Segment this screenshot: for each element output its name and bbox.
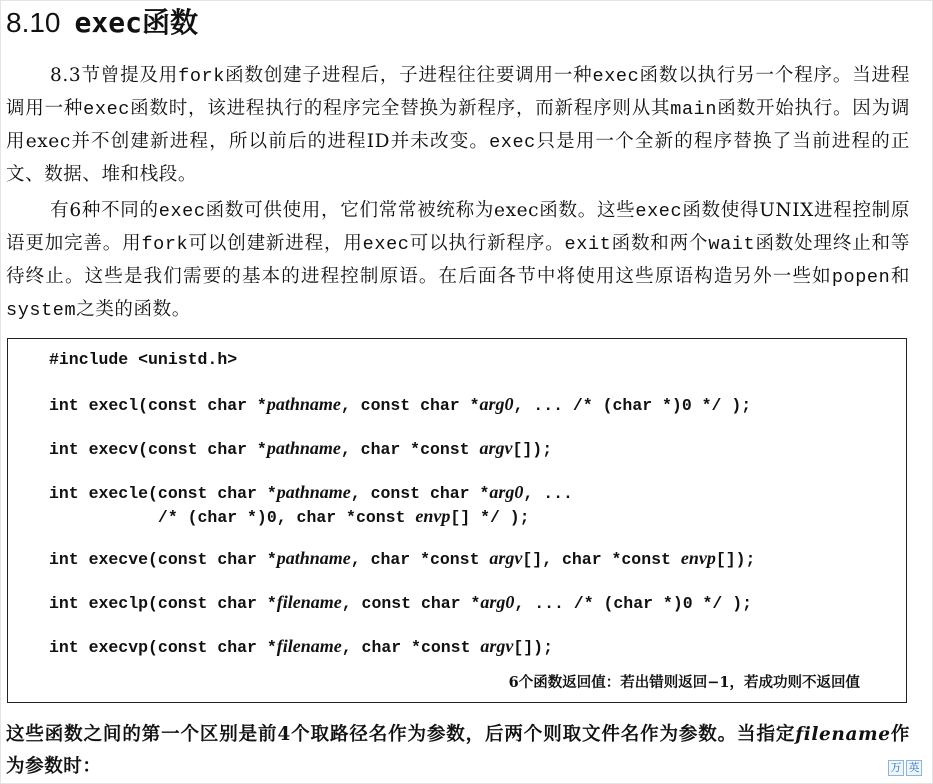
code-exec: exec [489,132,536,153]
section-title-text: 函数 [141,7,198,38]
code-wait: wait [708,234,756,255]
text: 函数可供使用，它们常常被统称为exec函数。这些 [205,200,636,221]
code: , char *const [350,550,490,569]
code-fork: fork [141,234,189,255]
code: , const char * [341,594,481,613]
prototype-execvp [49,635,553,659]
text: 函数时，该进程执行的程序完全替换为新程序，而新程序则从其 [129,98,671,119]
code-main: main [670,99,718,120]
prototype-execv [49,437,552,461]
text: 函数开始执行。因为调用exec并不创建新进程，所以前后的进程ID并未改变。 [6,98,910,152]
text: 这些函数之间的第一个区别是前4个取路径名作为参数，后两个则取文件名作为参数。当指定 [6,724,796,745]
code: , ... /* (char *)0 */ ); [513,396,752,415]
code: , ... /* (char *)0 */ ); [514,594,753,613]
param-argv: argv [480,636,514,656]
prototype-execlp [49,591,752,615]
code-fork: fork [178,66,225,87]
text: 之类的函数。 [76,299,191,320]
text: 函数和两个 [611,233,709,254]
text: 8.3节曾提及用 [50,65,179,86]
code: int execvp(const char * [49,638,277,657]
code: []); [513,638,553,657]
param-arg0: arg0 [479,394,514,414]
text: 有6种不同的 [50,200,159,221]
code-exec: exec [83,99,130,120]
param-envp: envp [680,548,716,568]
param-argv: argv [479,438,513,458]
param-arg0: arg0 [480,592,515,612]
code: int execl(const char * [49,396,267,415]
text: 可以执行新程序。 [409,233,565,254]
paragraph-difference [6,719,910,783]
param-pathname: pathname [276,482,351,502]
corner-badge-ying[interactable]: 英 [906,760,922,776]
code: , char *const [340,440,480,459]
section-number: 8.10 [6,7,61,38]
code: , char *const [341,638,481,657]
code: int execve(const char * [49,550,277,569]
param-argv: argv [489,548,523,568]
param-pathname: pathname [266,438,341,458]
code: []); [512,440,553,459]
prototype-execl [49,393,751,417]
code-exec: exec [362,234,410,255]
synopsis-box [7,338,907,703]
param-filename: filename [276,592,342,612]
text: 和 [890,266,910,287]
prototype-execle [49,481,573,529]
code-system: system [6,300,77,321]
text: 只是用一个全新的程序替换了当前进程的正文、数据、堆和栈段。 [6,131,910,185]
code-exec: exec [635,201,683,222]
code-exec: exec [158,201,206,222]
param-filename: filename [795,724,891,745]
param-pathname: pathname [276,548,351,568]
paragraph-intro [6,60,910,191]
prototype-execve [49,547,755,571]
code: , const char * [340,396,480,415]
code: /* (char *)0, char *const [49,508,416,527]
param-pathname: pathname [266,394,341,414]
code: []); [715,550,756,569]
code-exec: exec [592,66,640,87]
paragraph-six-functions [6,195,910,327]
text: 可以创建新进程，用 [188,233,363,254]
section-title [6,6,198,40]
code: int execlp(const char * [49,594,277,613]
text: 作为参数时： [6,724,910,777]
return-value-note: 6个函数返回值：若出错则返回−1，若成功则不返回值 [508,674,860,691]
text: 函数以执行另一个程序。当进程调用一种 [6,65,910,119]
corner-badge-wan[interactable]: 万 [888,760,904,776]
code: , ... [523,484,573,503]
include-line: #include <unistd.h> [49,350,238,369]
param-arg0: arg0 [489,482,524,502]
text: 函数创建子进程后，子进程往往要调用一种 [224,65,593,86]
code: int execv(const char * [49,440,267,459]
code: int execle(const char * [49,484,277,503]
param-envp: envp [415,506,451,526]
code: [] */ ); [450,508,530,527]
code: , const char * [350,484,490,503]
param-filename: filename [276,636,342,656]
code-popen: popen [831,267,891,288]
text: 函数使得UNIX进程控制原语更加完善。用 [6,200,911,254]
section-title-code: exec [74,6,142,39]
code: [], char *const [522,550,681,569]
code-exit: exit [564,234,612,255]
text: 函数处理终止和等待终止。这些是我们需要的基本的进程控制原语。在后面各节中将使用这些原语构造另外一些如 [6,233,910,287]
